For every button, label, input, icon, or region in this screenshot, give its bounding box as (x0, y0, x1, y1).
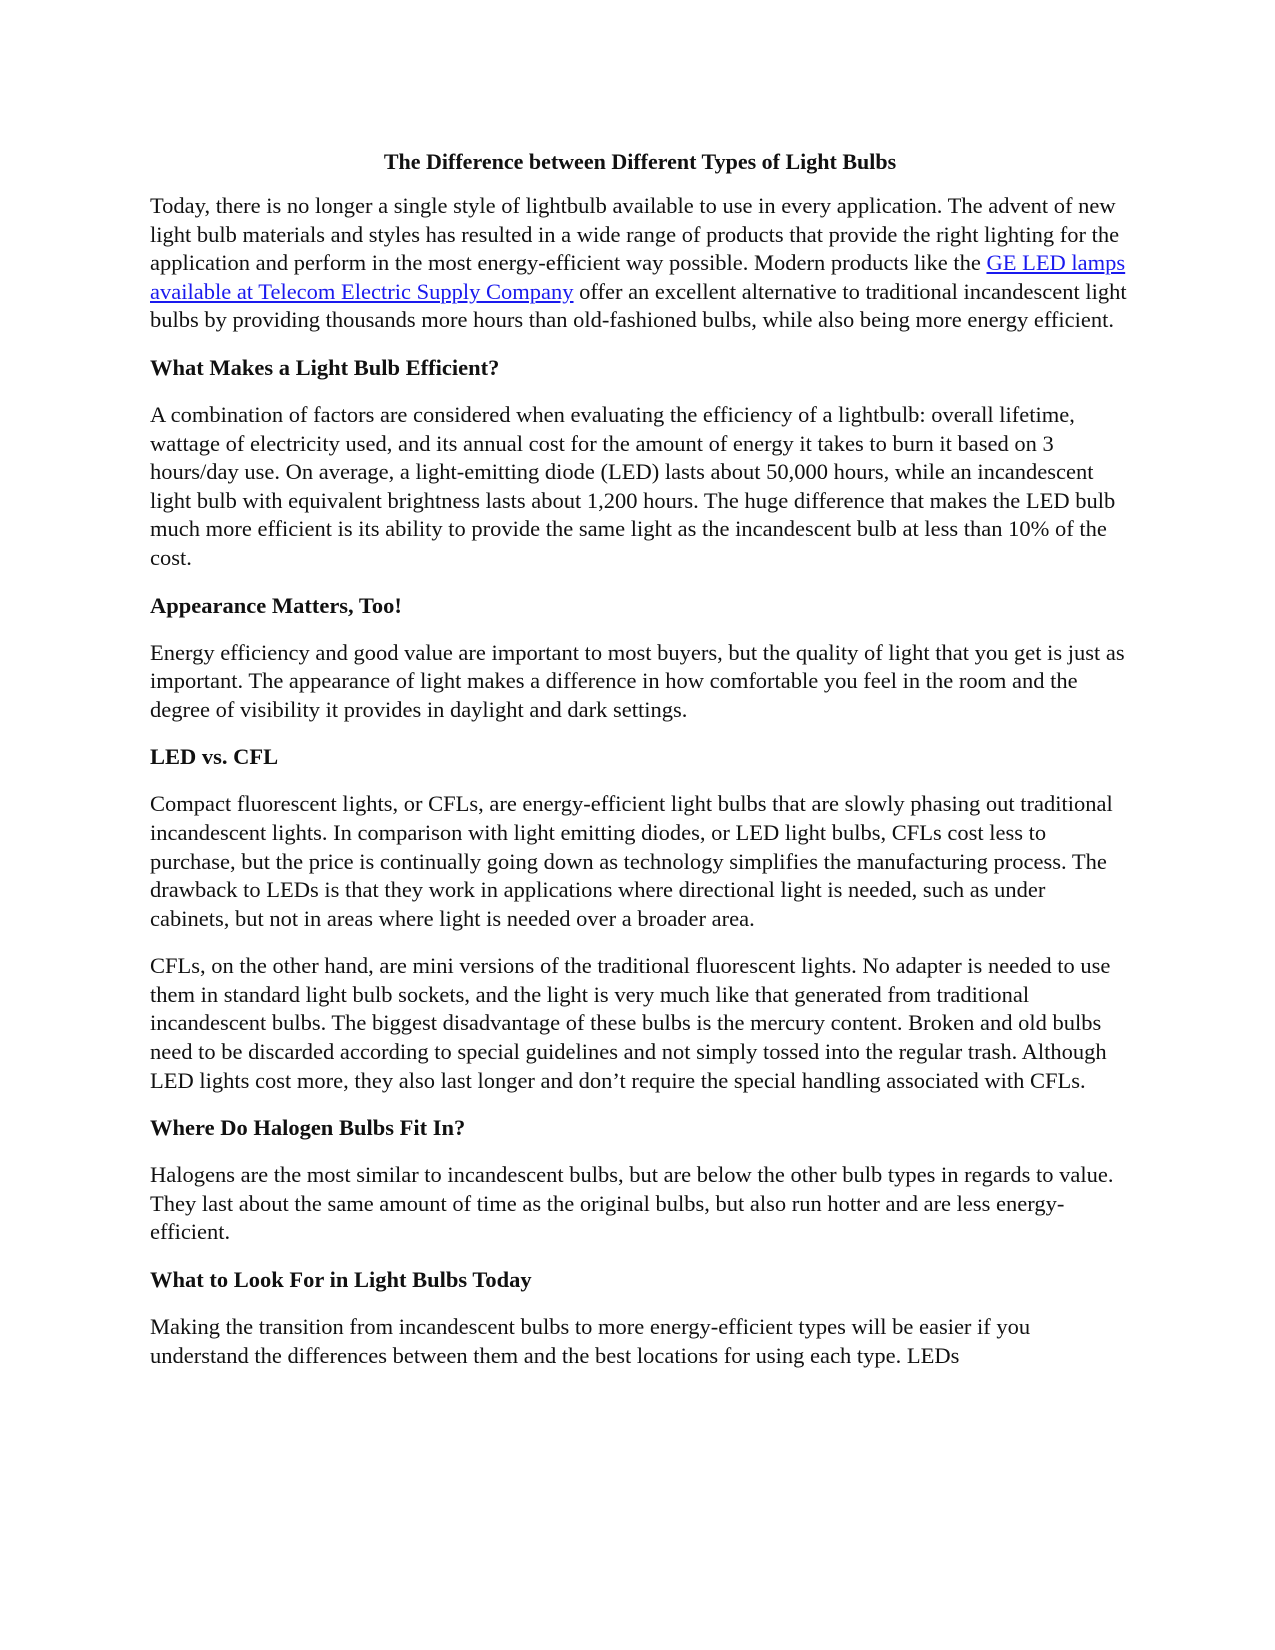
intro-text-after-link: offer an excellent alternative to traditional incandescent light bulbs by providing thousands more hours than old-fashioned bulbs, while also being more energy efficient. (150, 278, 1127, 333)
section-paragraph-efficiency: A combination of factors are considered when evaluating the efficiency of a lightbulb: overall lifetime, wattage of electricity used, and its annual cost for the amount of energy it takes to burn it based on 3 hours/day use. On average, a light-emitting diode (LED) lasts about 50,000 hours, while an incandescent light bulb with equivalent brightness lasts about 1,200 hours. The huge difference that makes the LED bulb much more efficient is its ability to provide the same light as the incandescent bulb at less than 10% of the cost. (150, 401, 1116, 570)
intro-text-before-link: Today, there is no longer a single style of lightbulb available to use in every application. The advent of new light bulb materials and styles has resulted in a wide range of products that provide the right lighting for the application and perform in the most energy-efficient way possible. Modern products like the (150, 193, 1120, 276)
section-heading-efficiency: What Makes a Light Bulb Efficient? (150, 354, 500, 380)
section-paragraph-what-to-look-for: Making the transition from incandescent bulbs to more energy-efficient types will be easier if you understand the differences between them and the best locations for using each type. LEDs (150, 1314, 1031, 1368)
section-paragraph-led-vs-cfl-1: Compact fluorescent lights, or CFLs, are energy-efficient light bulbs that are slowly phasing out traditional incandescent lights. In comparison with light emitting diodes, or LED light bulbs, CFLs cost less to purchase, but the price is continually going down as technology simplifies the manufacturing process. The drawback to LEDs is that they work in applications where directional light is needed, such as under cabinets, but not in areas where light is needed over a broader area. (150, 791, 1113, 931)
page-title: The Difference between Different Types of Light Bulbs (383, 149, 897, 174)
section-paragraph-led-vs-cfl-2: CFLs, on the other hand, are mini versions of the traditional fluorescent lights. No adapter is needed to use them in standard light bulb sockets, and the light is very much like that generated from traditional incandescent bulbs. The biggest disadvantage of these bulbs is the mercury content. Broken and old bulbs need to be discarded according to special guidelines and not simply tossed into the regular trash. Although LED lights cost more, they also last longer and don’t require the special handling associated with CFLs. (150, 953, 1111, 1093)
section-heading-appearance: Appearance Matters, Too! (150, 592, 402, 618)
section-heading-led-vs-cfl: LED vs. CFL (150, 744, 279, 770)
ge-led-lamps-link[interactable]: GE LED lamps available at Telecom Electric Supply Company (150, 250, 1126, 304)
section-heading-halogen: Where Do Halogen Bulbs Fit In? (150, 1115, 466, 1141)
section-paragraph-halogen: Halogens are the most similar to incandescent bulbs, but are below the other bulb types in regards to value. They last about the same amount of time as the original bulbs, but also run hotter and are less energy-efficient. (150, 1162, 1114, 1245)
intro-paragraph (150, 192, 1130, 335)
section-paragraph-appearance: Energy efficiency and good value are important to most buyers, but the quality of light that you get is just as important. The appearance of light makes a difference in how comfortable you feel in the room and the degree of visibility it provides in daylight and dark settings. (150, 639, 1125, 722)
section-heading-what-to-look-for: What to Look For in Light Bulbs Today (150, 1267, 532, 1293)
document-page (150, 148, 1130, 1389)
